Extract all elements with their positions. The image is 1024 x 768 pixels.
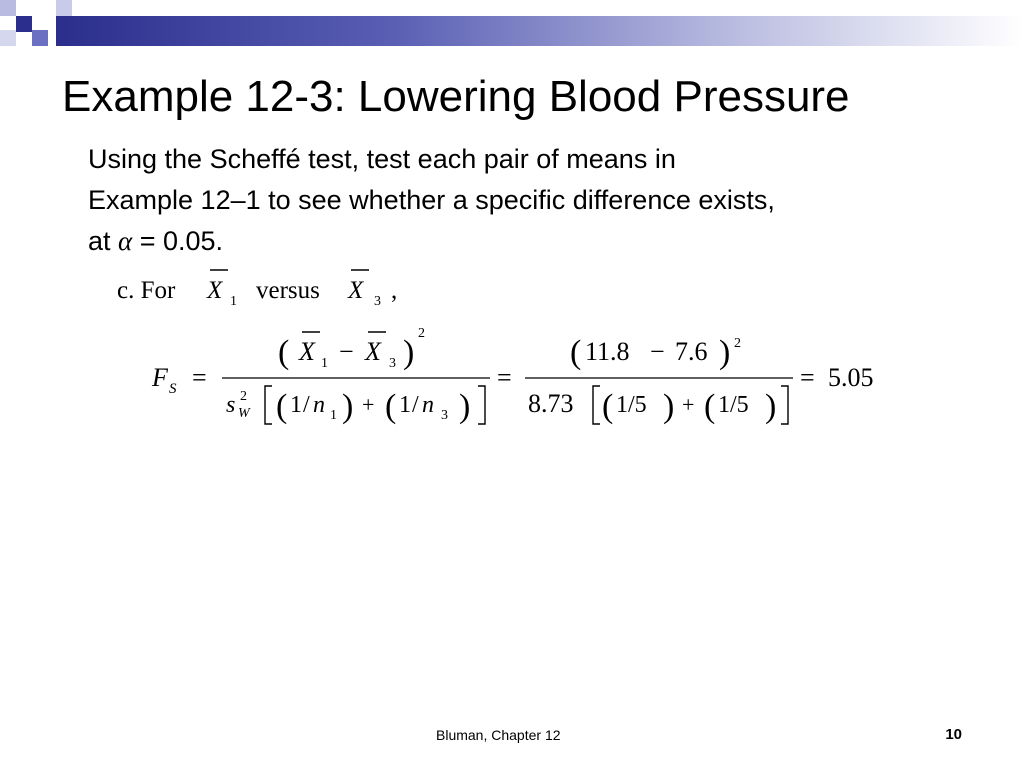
plus-sign: + xyxy=(362,392,375,417)
intro-line: Using the Scheffé test, test each pair of means in xyxy=(88,144,676,174)
subscript: 3 xyxy=(389,356,396,371)
page-number: 10 xyxy=(945,726,962,743)
comma: , xyxy=(391,277,398,304)
slide-title: Example 12-3: Lowering Blood Pressure xyxy=(62,72,850,121)
subscript: S xyxy=(169,381,177,397)
alpha-symbol: α xyxy=(118,226,133,256)
n-symbol: n xyxy=(422,392,434,418)
superscript: 2 xyxy=(240,389,247,404)
paren-open: ( xyxy=(385,388,397,425)
versus-word: versus xyxy=(256,277,320,304)
exponent: 2 xyxy=(734,336,741,351)
bracket-open xyxy=(265,386,272,424)
fraction-term: 1/5 xyxy=(718,392,749,418)
subscript: 3 xyxy=(441,408,448,423)
x-bar-symbol: X xyxy=(207,277,223,304)
equals-sign: = xyxy=(192,363,207,392)
scheffe-formula xyxy=(151,326,874,425)
intro-line: Example 12–1 to see whether a specific difference exists, xyxy=(88,185,775,215)
msw-value: 8.73 xyxy=(528,389,574,418)
paren-open: ( xyxy=(570,334,582,371)
minus-sign: − xyxy=(339,337,354,366)
fraction-term: 1/5 xyxy=(616,392,647,418)
plus-sign: + xyxy=(682,392,695,417)
exponent: 2 xyxy=(418,326,425,341)
bracket-close xyxy=(781,386,788,424)
slash: / xyxy=(303,392,310,418)
intro-text: = 0.05. xyxy=(132,226,224,256)
result-value: 5.05 xyxy=(828,363,874,392)
n-symbol: n xyxy=(313,392,325,418)
s-symbol: s xyxy=(226,392,236,418)
paren-close: ) xyxy=(459,388,471,425)
numerator-value: 11.8 xyxy=(585,337,630,366)
footer-text: Bluman, Chapter 12 xyxy=(436,727,561,743)
bracket-open xyxy=(593,386,600,424)
paren-close: ) xyxy=(719,334,731,371)
subscript: 3 xyxy=(374,294,381,309)
numerator-value: 7.6 xyxy=(675,337,708,366)
one: 1 xyxy=(290,392,302,418)
equals-sign: = xyxy=(497,363,512,392)
paren-close: ) xyxy=(663,388,675,425)
one: 1 xyxy=(399,392,411,418)
x-bar-symbol: X xyxy=(365,337,381,366)
subscript: 1 xyxy=(330,408,337,423)
intro-text: at xyxy=(88,226,119,256)
subscript: W xyxy=(238,406,250,421)
paren-close: ) xyxy=(342,388,354,425)
paren-close: ) xyxy=(403,334,415,371)
slash: / xyxy=(412,392,419,418)
x-bar-symbol: X xyxy=(299,337,315,366)
subscript: 1 xyxy=(321,356,328,371)
equals-sign: = xyxy=(800,363,815,392)
minus-sign: − xyxy=(650,337,665,366)
paren-open: ( xyxy=(602,388,614,425)
paren-open: ( xyxy=(278,334,290,371)
bracket-close xyxy=(478,386,485,424)
paren-close: ) xyxy=(765,388,777,425)
paren-open: ( xyxy=(704,388,716,425)
case-heading xyxy=(117,270,397,309)
subscript: 1 xyxy=(230,294,237,309)
f-symbol: F xyxy=(152,363,168,392)
x-bar-symbol: X xyxy=(348,277,364,304)
case-label: c. For xyxy=(117,277,176,304)
paren-open: ( xyxy=(276,388,288,425)
